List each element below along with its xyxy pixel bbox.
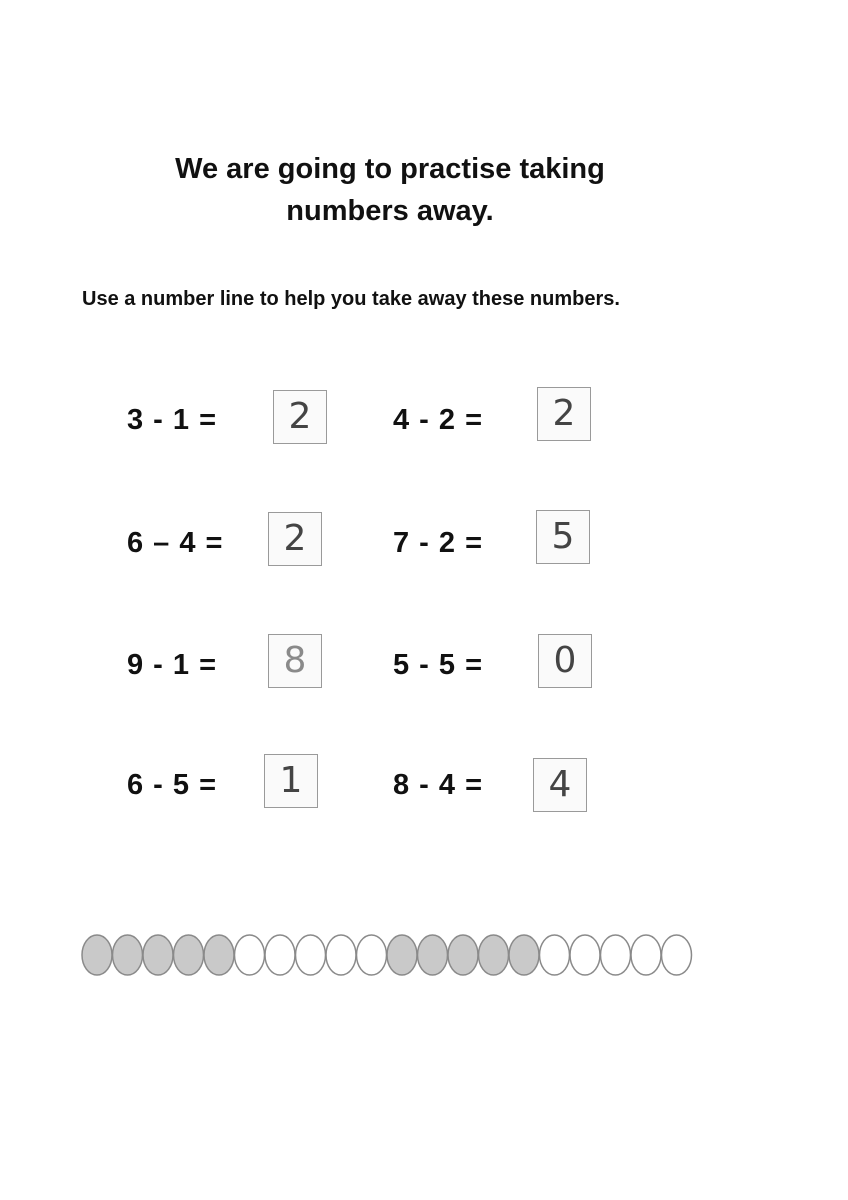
handwritten-answer: 4 [548,764,572,805]
instruction-text: Use a number line to help you take away these numbers. [82,288,620,310]
bead-shaded [418,935,448,975]
equation: 9 - 1 = [127,649,218,681]
bead-empty [662,935,692,975]
title-line-1: We are going to practise taking [175,153,605,185]
answer-box[interactable] [538,634,592,688]
bead-shaded [204,935,234,975]
answer-box[interactable] [273,390,327,444]
bead-empty [357,935,387,975]
answer-box[interactable] [268,512,322,566]
handwritten-answer: 2 [288,396,312,437]
handwritten-answer: 2 [283,518,307,559]
equation: 6 – 4 = [127,527,224,559]
bead-empty [296,935,326,975]
bead-empty [540,935,570,975]
bead-shaded [82,935,112,975]
equation: 8 - 4 = [393,769,484,801]
answer-box[interactable] [537,387,591,441]
bead-shaded [387,935,417,975]
title-line-2: numbers away. [286,195,494,227]
bead-empty [601,935,631,975]
bead-shaded [143,935,173,975]
bead-empty [326,935,356,975]
bead-empty [570,935,600,975]
equation: 4 - 2 = [393,404,484,436]
bead-shaded [479,935,509,975]
answer-box[interactable] [264,754,318,808]
answer-box[interactable] [536,510,590,564]
bead-shaded [448,935,478,975]
bead-number-line [80,932,700,978]
bead-empty [265,935,295,975]
equation: 7 - 2 = [393,527,484,559]
bead-shaded [509,935,539,975]
equation: 3 - 1 = [127,404,218,436]
bead-empty [235,935,265,975]
handwritten-answer: 0 [553,640,577,681]
bead-shaded [174,935,204,975]
equation: 5 - 5 = [393,649,484,681]
handwritten-answer: 2 [552,393,576,434]
handwritten-answer: 8 [283,640,307,681]
equation: 6 - 5 = [127,769,218,801]
handwritten-answer: 5 [551,516,575,557]
worksheet-title [80,148,700,232]
bead-shaded [113,935,143,975]
bead-empty [631,935,661,975]
answer-box[interactable] [533,758,587,812]
handwritten-answer: 1 [279,760,303,801]
answer-box[interactable] [268,634,322,688]
